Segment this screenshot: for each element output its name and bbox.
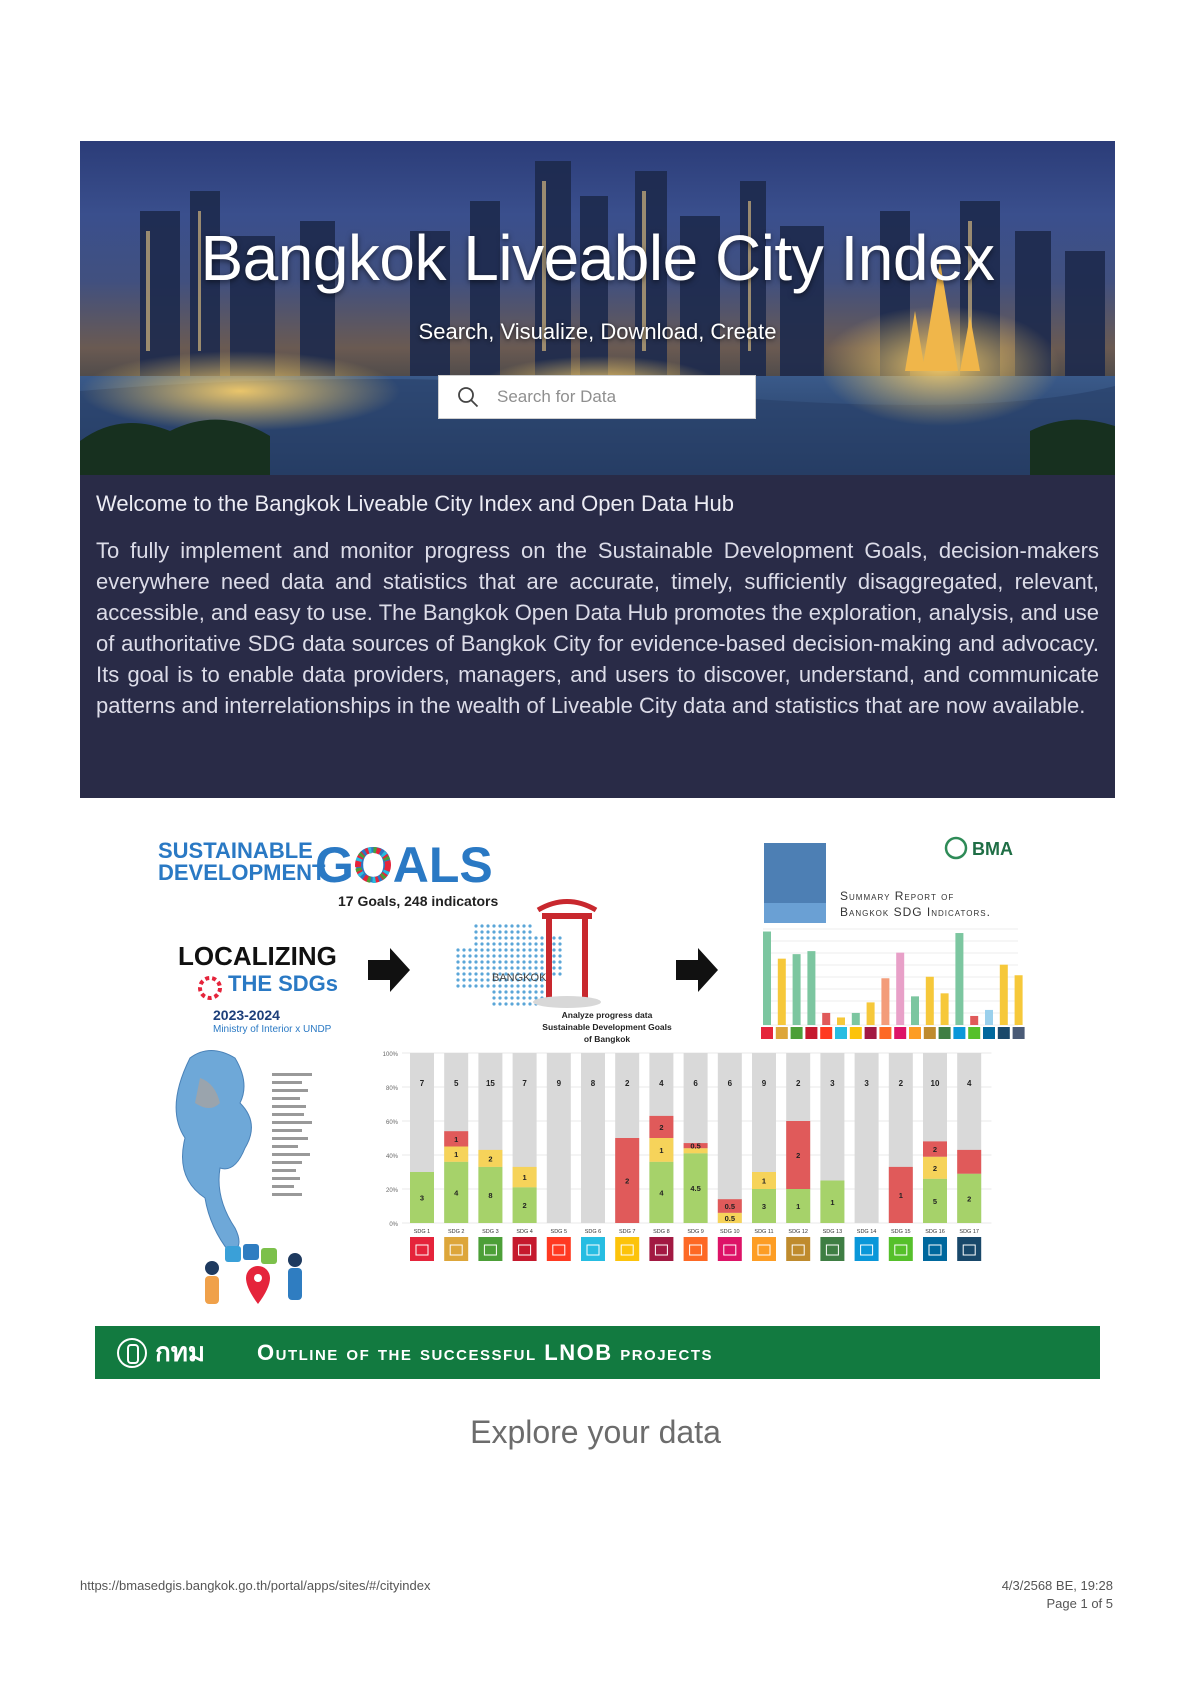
hero-title: Bangkok Liveable City Index [200,222,995,294]
mini-bar [1000,965,1008,1025]
sdg-mini-icon [879,1027,891,1039]
bar-data-label: 2 [522,1201,527,1211]
thailand-map [176,1051,251,1254]
explore-heading: Explore your data [470,1414,721,1450]
x-tick-label: SDG 16 [925,1229,945,1235]
bar-total-label: 9 [761,1079,767,1088]
bar-data-label: 4.5 [690,1184,701,1194]
mini-bar [763,932,771,1025]
sdg-goal-icon [923,1237,947,1261]
sdg-mini-icon [791,1027,803,1039]
bar-data-label: 4 [454,1188,459,1198]
bar-data-label: 2 [625,1176,630,1186]
sdg-goal-icon [684,1237,708,1261]
mini-bar [970,1016,978,1025]
sdg-goal-icon [786,1237,810,1261]
bma-seal-icon [946,838,966,858]
sdg-goal-icon [718,1237,742,1261]
bar-data-label: 1 [522,1173,527,1183]
sdg-mini-icon [776,1027,788,1039]
sdg-progress-chart [383,1052,992,1261]
sdg-goal-icon [649,1237,673,1261]
x-tick-label: SDG 5 [550,1229,568,1235]
bangkok-skyline-image [80,141,1115,475]
mini-bar [807,951,815,1025]
x-tick-label: SDG 10 [720,1229,740,1235]
y-tick-label: 20% [385,1188,398,1194]
x-tick-label: SDG 6 [584,1229,602,1235]
welcome-panel [80,475,1115,798]
footer-page-number: Page 1 of 5 [1046,1596,1113,1611]
bar-total-label: 2 [795,1079,801,1088]
sdg-goal-icon [889,1237,913,1261]
bar-total-label: 4 [659,1079,664,1088]
bar-data-label: 5 [932,1196,938,1206]
localizing-line2: THE SDGs [228,971,339,996]
y-tick-label: 40% [385,1154,398,1160]
x-tick-label: SDG 13 [822,1229,843,1235]
mini-bar [955,933,963,1025]
sdg-mini-icon [983,1027,995,1039]
bar-data-label: 3 [419,1193,425,1203]
hero-subtitle: Search, Visualize, Download, Create [418,319,777,344]
sdg-mini-icon [850,1027,862,1039]
bma-seal-icon [117,1338,147,1368]
analyze-line2: Sustainable Development Goals [542,1022,672,1032]
bar-data-label: 1 [796,1202,801,1211]
search-box[interactable] [438,375,756,419]
bar-total-label: 6 [727,1079,733,1088]
sdg-goal-icon [547,1237,571,1261]
bar-total-label: 10 [930,1079,940,1088]
x-tick-label: SDG 17 [959,1229,979,1235]
bar-data-label: 0.5 [724,1213,736,1223]
bar-total-label: 2 [898,1079,904,1088]
bar-data-label: 1 [659,1145,664,1155]
bar-data-label: 1 [830,1197,835,1207]
sdg-mini-icon [835,1027,847,1039]
sdg-goal-icon [957,1237,981,1261]
sdg-goal-icon [410,1237,434,1261]
sdg-mini-icon [894,1027,906,1039]
sdg-mini-icon [924,1027,936,1039]
search-icon[interactable] [457,386,479,408]
sdg-mini-icon [865,1027,877,1039]
bar-data-label: 1 [454,1150,459,1160]
footer-datetime: 4/3/2568 BE, 19:28 [1001,1578,1113,1593]
welcome-body: To fully implement and monitor progress on the Sustainable Development Goals, decision-makers everywhere need data and statistics that are accurate, timely, sufficiently disaggregated, relevant, accessible, and easy to use. The Bangkok Open Data Hub promotes the exploration, analysis, and use of authoritative SDG data sources of Bangkok City for evidence-based decision-making and advocacy. Its goal is to enable data providers, managers, and users to discover, understand, and communicate patterns and interrelationships in the wealth of Liveable City data and statistics that are now available. [96,538,1099,718]
report-line2: Bangkok SDG Indicators. [840,905,991,919]
bar-total-label: 8 [590,1079,596,1088]
sdg-mini-icon [968,1027,980,1039]
sdg-goal-icon [752,1237,776,1261]
mini-bar [867,1002,875,1025]
y-tick-label: 60% [385,1120,398,1126]
y-tick-label: 80% [385,1086,398,1092]
sdg-goal-icon [444,1237,468,1261]
bar-total-label: 2 [624,1079,630,1088]
search-input[interactable] [495,386,739,408]
sdg-goal-icon [820,1237,844,1261]
bma-label: BMA [972,839,1013,859]
x-tick-label: SDG 11 [754,1229,774,1235]
bangkok-map-label: BANGKOK [492,972,547,984]
mini-bar [837,1017,845,1025]
bar-total-label: 9 [556,1079,562,1088]
bar-data-label: 2 [932,1163,938,1173]
bar-data-label: 2 [796,1151,801,1160]
bar-total-label: 7 [419,1079,425,1088]
sdg-goal-icon [581,1237,605,1261]
sdg-logo-goals: GOALS [315,837,493,893]
welcome-heading: Welcome to the Bangkok Liveable City Index and Open Data Hub [96,491,734,516]
mini-bar [1015,975,1023,1025]
sdg-mini-icon [939,1027,951,1039]
bar-data-label: 0.5 [690,1141,701,1151]
bar-data-label: 1 [454,1134,459,1144]
mini-bar [793,954,801,1025]
analyze-line1: Analyze progress data [561,1010,653,1020]
bar-data-label: 1 [761,1176,767,1186]
sdg-logo-line2: DEVELOPMENT [158,860,326,885]
bar-data-label: 8 [488,1190,493,1200]
puzzle-team-illustration [205,1244,302,1304]
mini-bar [822,1013,830,1025]
mini-bar [852,1013,860,1025]
summary-mini-chart [761,929,1025,1039]
x-tick-label: SDG 7 [618,1229,636,1235]
sdg-infographic [80,808,1115,1388]
bar-data-label: 2 [932,1145,938,1155]
bar-data-label: 2 [488,1154,493,1164]
x-tick-label: SDG 12 [788,1229,808,1235]
bar-data-label: 0.5 [724,1202,736,1211]
bar-segment-red [957,1150,981,1174]
arrow-right-icon [368,948,410,992]
hero-banner [80,141,1115,475]
years-label: 2023-2024 [213,1007,280,1023]
y-tick-label: 0% [389,1222,398,1228]
infographic-canvas [80,808,1115,1388]
mini-bar [941,993,949,1025]
bar-total-label: 3 [864,1079,869,1088]
arrow-right-icon [676,948,718,992]
province-list [272,1073,312,1196]
sdg-mini-icon [805,1027,817,1039]
x-tick-label: SDG 3 [482,1229,499,1235]
sdg-mini-icon [820,1027,832,1039]
bar-data-label: 2 [967,1194,972,1204]
sdg-goal-icon [615,1237,639,1261]
sdg-goal-icon [513,1237,537,1261]
x-tick-label: SDG 15 [891,1229,911,1235]
sdg-mini-icon [909,1027,921,1039]
bar-total-label: 15 [485,1079,495,1088]
bar-total-label: 7 [522,1079,527,1088]
mini-bar [778,959,786,1025]
lnob-title: Outline of the successful LNOB projects [257,1339,714,1365]
bar-total-label: 4 [966,1079,972,1088]
sdg-mini-icon [998,1027,1010,1039]
mini-bar [896,953,904,1025]
mini-bar [911,996,919,1025]
x-tick-label: SDG 1 [413,1229,431,1235]
localizing-line1: LOCALIZING [178,941,337,971]
bar-total-label: 3 [830,1079,835,1088]
analyze-line3: of Bangkok [583,1034,631,1044]
y-tick-label: 100% [382,1052,398,1058]
partners-label: Ministry of Interior x UNDP [213,1024,332,1035]
lnob-org: กทม [155,1337,206,1367]
x-tick-label: SDG 8 [653,1229,670,1235]
sdg-ring-icon [200,978,220,998]
bar-total-label: 5 [453,1079,459,1088]
mini-bar [926,977,934,1025]
lnob-banner [95,1326,1100,1379]
mini-bar [881,978,889,1025]
x-tick-label: SDG 14 [856,1229,877,1235]
sdg-goal-icon [855,1237,879,1261]
bar-data-label: 1 [898,1190,903,1200]
footer-url: https://bmasedgis.bangkok.go.th/portal/apps/sites/#/cityindex [80,1578,431,1593]
bar-data-label: 3 [761,1202,767,1211]
sdg-mini-icon [1013,1027,1025,1039]
report-line1: Summary Report of [840,889,955,903]
x-tick-label: SDG 2 [447,1229,465,1235]
sdg-logo-line1: SUSTAINABLE [158,838,313,863]
x-tick-label: SDG 9 [687,1229,704,1235]
bar-data-label: 2 [659,1122,664,1132]
sdg-mini-icon [953,1027,965,1039]
bar-total-label: 6 [693,1079,698,1088]
mini-bar [985,1010,993,1025]
bar-data-label: 4 [659,1188,664,1198]
sdg-mini-icon [761,1027,773,1039]
x-tick-label: SDG 4 [516,1229,533,1235]
sdg-count: 17 Goals, 248 indicators [338,893,499,909]
bangkok-dot-map [456,924,561,1005]
sdg-goal-icon [478,1237,502,1261]
